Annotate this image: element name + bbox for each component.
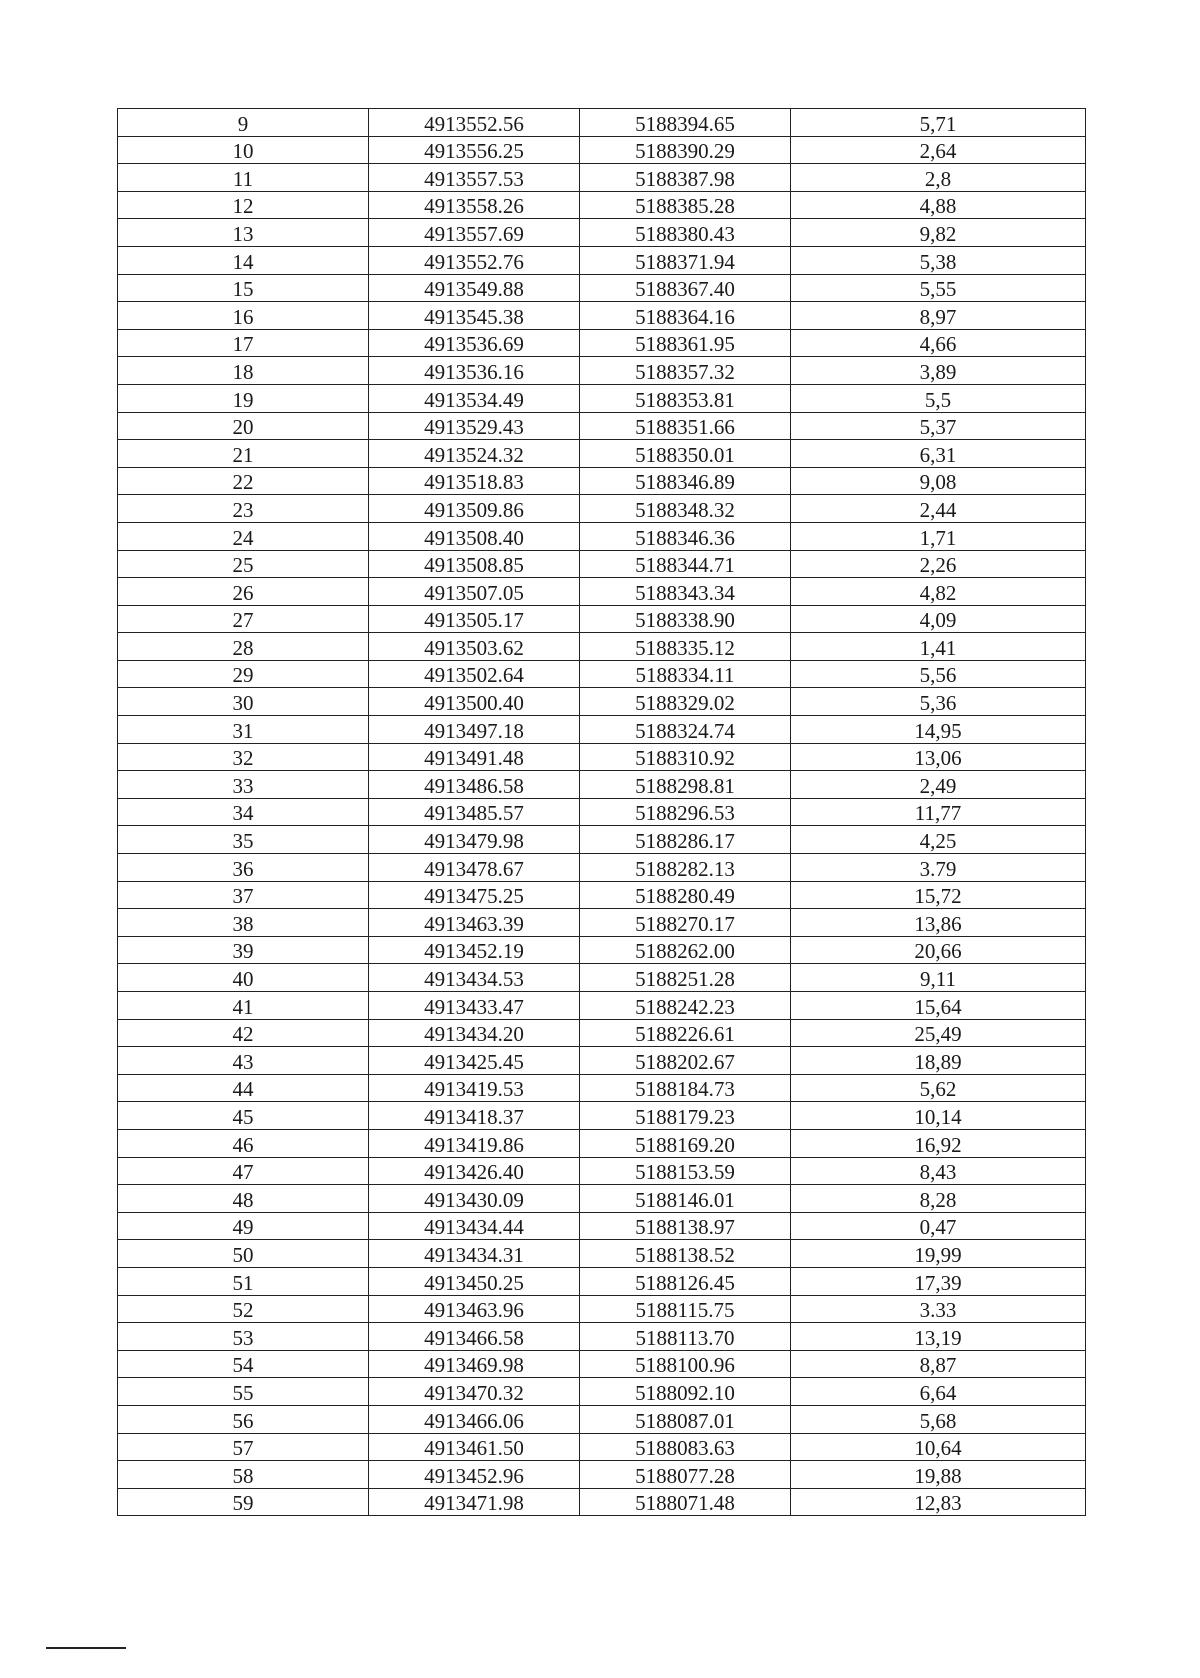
- point-number-cell: 30: [118, 688, 369, 716]
- x-coordinate-cell: 4913452.19: [369, 936, 580, 964]
- point-number-cell: 48: [118, 1185, 369, 1213]
- point-number-cell: 14: [118, 246, 369, 274]
- point-number-cell: 37: [118, 881, 369, 909]
- table-row: [118, 605, 1086, 633]
- x-coordinate-cell: 4913469.98: [369, 1350, 580, 1378]
- table-row: [118, 633, 1086, 661]
- x-coordinate-cell: 4913419.53: [369, 1074, 580, 1102]
- y-coordinate-cell: 5188298.81: [580, 771, 791, 799]
- segment-length-cell: 5,55: [791, 274, 1086, 302]
- table-row: [118, 357, 1086, 385]
- segment-length-cell: 4,88: [791, 191, 1086, 219]
- y-coordinate-cell: 5188242.23: [580, 992, 791, 1020]
- point-number-cell: 22: [118, 467, 369, 495]
- y-coordinate-cell: 5188153.59: [580, 1157, 791, 1185]
- point-number-cell: 17: [118, 329, 369, 357]
- y-coordinate-cell: 5188226.61: [580, 1019, 791, 1047]
- y-coordinate-cell: 5188280.49: [580, 881, 791, 909]
- table-row: [118, 1240, 1086, 1268]
- point-number-cell: 52: [118, 1295, 369, 1323]
- point-number-cell: 25: [118, 550, 369, 578]
- segment-length-cell: 13,06: [791, 743, 1086, 771]
- y-coordinate-cell: 5188087.01: [580, 1405, 791, 1433]
- point-number-cell: 47: [118, 1157, 369, 1185]
- table-row: [118, 992, 1086, 1020]
- y-coordinate-cell: 5188071.48: [580, 1488, 791, 1516]
- y-coordinate-cell: 5188286.17: [580, 826, 791, 854]
- point-number-cell: 28: [118, 633, 369, 661]
- table-row: [118, 964, 1086, 992]
- point-number-cell: 11: [118, 164, 369, 192]
- segment-length-cell: 3,89: [791, 357, 1086, 385]
- x-coordinate-cell: 4913466.06: [369, 1405, 580, 1433]
- x-coordinate-cell: 4913434.44: [369, 1212, 580, 1240]
- y-coordinate-cell: 5188350.01: [580, 440, 791, 468]
- y-coordinate-cell: 5188353.81: [580, 384, 791, 412]
- point-number-cell: 15: [118, 274, 369, 302]
- x-coordinate-cell: 4913419.86: [369, 1129, 580, 1157]
- x-coordinate-cell: 4913478.67: [369, 854, 580, 882]
- segment-length-cell: 8,97: [791, 302, 1086, 330]
- table-row: [118, 302, 1086, 330]
- point-number-cell: 35: [118, 826, 369, 854]
- table-row: [118, 1185, 1086, 1213]
- segment-length-cell: 4,66: [791, 329, 1086, 357]
- segment-length-cell: 5,71: [791, 109, 1086, 137]
- segment-length-cell: 4,09: [791, 605, 1086, 633]
- y-coordinate-cell: 5188334.11: [580, 660, 791, 688]
- y-coordinate-cell: 5188387.98: [580, 164, 791, 192]
- point-number-cell: 49: [118, 1212, 369, 1240]
- coordinates-table: [117, 108, 1086, 1516]
- table-row: [118, 1019, 1086, 1047]
- x-coordinate-cell: 4913426.40: [369, 1157, 580, 1185]
- y-coordinate-cell: 5188364.16: [580, 302, 791, 330]
- y-coordinate-cell: 5188202.67: [580, 1047, 791, 1075]
- table-row: [118, 384, 1086, 412]
- segment-length-cell: 3.33: [791, 1295, 1086, 1323]
- table-row: [118, 1074, 1086, 1102]
- x-coordinate-cell: 4913518.83: [369, 467, 580, 495]
- table-row: [118, 1323, 1086, 1351]
- y-coordinate-cell: 5188270.17: [580, 909, 791, 937]
- point-number-cell: 43: [118, 1047, 369, 1075]
- table-row: [118, 550, 1086, 578]
- table-row: [118, 1378, 1086, 1406]
- table-row: [118, 109, 1086, 137]
- point-number-cell: 59: [118, 1488, 369, 1516]
- x-coordinate-cell: 4913503.62: [369, 633, 580, 661]
- segment-length-cell: 17,39: [791, 1267, 1086, 1295]
- x-coordinate-cell: 4913556.25: [369, 136, 580, 164]
- x-coordinate-cell: 4913502.64: [369, 660, 580, 688]
- segment-length-cell: 4,25: [791, 826, 1086, 854]
- y-coordinate-cell: 5188179.23: [580, 1102, 791, 1130]
- segment-length-cell: 1,41: [791, 633, 1086, 661]
- point-number-cell: 33: [118, 771, 369, 799]
- y-coordinate-cell: 5188282.13: [580, 854, 791, 882]
- y-coordinate-cell: 5188310.92: [580, 743, 791, 771]
- table-row: [118, 1129, 1086, 1157]
- y-coordinate-cell: 5188092.10: [580, 1378, 791, 1406]
- y-coordinate-cell: 5188262.00: [580, 936, 791, 964]
- point-number-cell: 45: [118, 1102, 369, 1130]
- x-coordinate-cell: 4913524.32: [369, 440, 580, 468]
- x-coordinate-cell: 4913497.18: [369, 716, 580, 744]
- point-number-cell: 46: [118, 1129, 369, 1157]
- segment-length-cell: 2,26: [791, 550, 1086, 578]
- segment-length-cell: 8,43: [791, 1157, 1086, 1185]
- segment-length-cell: 2,44: [791, 495, 1086, 523]
- point-number-cell: 50: [118, 1240, 369, 1268]
- table-row: [118, 1267, 1086, 1295]
- table-row: [118, 191, 1086, 219]
- y-coordinate-cell: 5188346.89: [580, 467, 791, 495]
- x-coordinate-cell: 4913552.76: [369, 246, 580, 274]
- table-row: [118, 219, 1086, 247]
- y-coordinate-cell: 5188367.40: [580, 274, 791, 302]
- segment-length-cell: 14,95: [791, 716, 1086, 744]
- point-number-cell: 16: [118, 302, 369, 330]
- x-coordinate-cell: 4913434.31: [369, 1240, 580, 1268]
- x-coordinate-cell: 4913507.05: [369, 578, 580, 606]
- y-coordinate-cell: 5188146.01: [580, 1185, 791, 1213]
- point-number-cell: 32: [118, 743, 369, 771]
- y-coordinate-cell: 5188329.02: [580, 688, 791, 716]
- point-number-cell: 19: [118, 384, 369, 412]
- y-coordinate-cell: 5188251.28: [580, 964, 791, 992]
- segment-length-cell: 19,88: [791, 1461, 1086, 1489]
- segment-length-cell: 1,71: [791, 522, 1086, 550]
- x-coordinate-cell: 4913557.69: [369, 219, 580, 247]
- y-coordinate-cell: 5188385.28: [580, 191, 791, 219]
- segment-length-cell: 8,28: [791, 1185, 1086, 1213]
- point-number-cell: 39: [118, 936, 369, 964]
- segment-length-cell: 5,56: [791, 660, 1086, 688]
- segment-length-cell: 15,72: [791, 881, 1086, 909]
- segment-length-cell: 0,47: [791, 1212, 1086, 1240]
- point-number-cell: 29: [118, 660, 369, 688]
- y-coordinate-cell: 5188338.90: [580, 605, 791, 633]
- point-number-cell: 41: [118, 992, 369, 1020]
- point-number-cell: 13: [118, 219, 369, 247]
- x-coordinate-cell: 4913529.43: [369, 412, 580, 440]
- segment-length-cell: 20,66: [791, 936, 1086, 964]
- segment-length-cell: 6,31: [791, 440, 1086, 468]
- x-coordinate-cell: 4913479.98: [369, 826, 580, 854]
- segment-length-cell: 10,64: [791, 1433, 1086, 1461]
- point-number-cell: 55: [118, 1378, 369, 1406]
- table-row: [118, 329, 1086, 357]
- table-row: [118, 909, 1086, 937]
- y-coordinate-cell: 5188324.74: [580, 716, 791, 744]
- y-coordinate-cell: 5188346.36: [580, 522, 791, 550]
- segment-length-cell: 4,82: [791, 578, 1086, 606]
- segment-length-cell: 15,64: [791, 992, 1086, 1020]
- y-coordinate-cell: 5188100.96: [580, 1350, 791, 1378]
- y-coordinate-cell: 5188138.97: [580, 1212, 791, 1240]
- segment-length-cell: 9,08: [791, 467, 1086, 495]
- y-coordinate-cell: 5188296.53: [580, 798, 791, 826]
- segment-length-cell: 2,64: [791, 136, 1086, 164]
- table-row: [118, 1405, 1086, 1433]
- segment-length-cell: 13,86: [791, 909, 1086, 937]
- x-coordinate-cell: 4913452.96: [369, 1461, 580, 1489]
- segment-length-cell: 12,83: [791, 1488, 1086, 1516]
- table-row: [118, 467, 1086, 495]
- table-row: [118, 1488, 1086, 1516]
- table-row: [118, 412, 1086, 440]
- segment-length-cell: 9,11: [791, 964, 1086, 992]
- segment-length-cell: 18,89: [791, 1047, 1086, 1075]
- x-coordinate-cell: 4913500.40: [369, 688, 580, 716]
- table-row: [118, 826, 1086, 854]
- x-coordinate-cell: 4913508.85: [369, 550, 580, 578]
- point-number-cell: 10: [118, 136, 369, 164]
- table-row: [118, 1295, 1086, 1323]
- y-coordinate-cell: 5188348.32: [580, 495, 791, 523]
- segment-length-cell: 5,62: [791, 1074, 1086, 1102]
- y-coordinate-cell: 5188113.70: [580, 1323, 791, 1351]
- point-number-cell: 51: [118, 1267, 369, 1295]
- segment-length-cell: 5,37: [791, 412, 1086, 440]
- table-row: [118, 274, 1086, 302]
- table-row: [118, 578, 1086, 606]
- y-coordinate-cell: 5188351.66: [580, 412, 791, 440]
- x-coordinate-cell: 4913552.56: [369, 109, 580, 137]
- point-number-cell: 9: [118, 109, 369, 137]
- segment-length-cell: 9,82: [791, 219, 1086, 247]
- point-number-cell: 38: [118, 909, 369, 937]
- segment-length-cell: 13,19: [791, 1323, 1086, 1351]
- table-row: [118, 1433, 1086, 1461]
- footnote-rule: [46, 1647, 126, 1649]
- table-row: [118, 1461, 1086, 1489]
- point-number-cell: 58: [118, 1461, 369, 1489]
- y-coordinate-cell: 5188344.71: [580, 550, 791, 578]
- point-number-cell: 12: [118, 191, 369, 219]
- segment-length-cell: 8,87: [791, 1350, 1086, 1378]
- x-coordinate-cell: 4913491.48: [369, 743, 580, 771]
- table-row: [118, 1102, 1086, 1130]
- segment-length-cell: 5,38: [791, 246, 1086, 274]
- x-coordinate-cell: 4913505.17: [369, 605, 580, 633]
- y-coordinate-cell: 5188083.63: [580, 1433, 791, 1461]
- point-number-cell: 54: [118, 1350, 369, 1378]
- segment-length-cell: 25,49: [791, 1019, 1086, 1047]
- y-coordinate-cell: 5188380.43: [580, 219, 791, 247]
- x-coordinate-cell: 4913536.69: [369, 329, 580, 357]
- y-coordinate-cell: 5188138.52: [580, 1240, 791, 1268]
- point-number-cell: 57: [118, 1433, 369, 1461]
- table-row: [118, 881, 1086, 909]
- x-coordinate-cell: 4913461.50: [369, 1433, 580, 1461]
- y-coordinate-cell: 5188126.45: [580, 1267, 791, 1295]
- segment-length-cell: 10,14: [791, 1102, 1086, 1130]
- x-coordinate-cell: 4913558.26: [369, 191, 580, 219]
- y-coordinate-cell: 5188077.28: [580, 1461, 791, 1489]
- point-number-cell: 26: [118, 578, 369, 606]
- segment-length-cell: 2,49: [791, 771, 1086, 799]
- table-row: [118, 440, 1086, 468]
- table-row: [118, 1047, 1086, 1075]
- x-coordinate-cell: 4913509.86: [369, 495, 580, 523]
- y-coordinate-cell: 5188169.20: [580, 1129, 791, 1157]
- segment-length-cell: 3.79: [791, 854, 1086, 882]
- segment-length-cell: 11,77: [791, 798, 1086, 826]
- segment-length-cell: 5,5: [791, 384, 1086, 412]
- x-coordinate-cell: 4913549.88: [369, 274, 580, 302]
- point-number-cell: 21: [118, 440, 369, 468]
- segment-length-cell: 5,68: [791, 1405, 1086, 1433]
- x-coordinate-cell: 4913536.16: [369, 357, 580, 385]
- table-row: [118, 936, 1086, 964]
- table-row: [118, 1212, 1086, 1240]
- point-number-cell: 34: [118, 798, 369, 826]
- x-coordinate-cell: 4913425.45: [369, 1047, 580, 1075]
- x-coordinate-cell: 4913557.53: [369, 164, 580, 192]
- point-number-cell: 36: [118, 854, 369, 882]
- y-coordinate-cell: 5188343.34: [580, 578, 791, 606]
- x-coordinate-cell: 4913430.09: [369, 1185, 580, 1213]
- y-coordinate-cell: 5188361.95: [580, 329, 791, 357]
- table-row: [118, 854, 1086, 882]
- point-number-cell: 27: [118, 605, 369, 633]
- segment-length-cell: 19,99: [791, 1240, 1086, 1268]
- point-number-cell: 40: [118, 964, 369, 992]
- x-coordinate-cell: 4913463.96: [369, 1295, 580, 1323]
- x-coordinate-cell: 4913471.98: [369, 1488, 580, 1516]
- point-number-cell: 20: [118, 412, 369, 440]
- x-coordinate-cell: 4913433.47: [369, 992, 580, 1020]
- segment-length-cell: 2,8: [791, 164, 1086, 192]
- point-number-cell: 24: [118, 522, 369, 550]
- y-coordinate-cell: 5188390.29: [580, 136, 791, 164]
- x-coordinate-cell: 4913485.57: [369, 798, 580, 826]
- point-number-cell: 44: [118, 1074, 369, 1102]
- point-number-cell: 31: [118, 716, 369, 744]
- table-row: [118, 716, 1086, 744]
- x-coordinate-cell: 4913434.20: [369, 1019, 580, 1047]
- table-row: [118, 522, 1086, 550]
- table-row: [118, 246, 1086, 274]
- table-row: [118, 1157, 1086, 1185]
- y-coordinate-cell: 5188184.73: [580, 1074, 791, 1102]
- x-coordinate-cell: 4913434.53: [369, 964, 580, 992]
- table-row: [118, 798, 1086, 826]
- table-row: [118, 495, 1086, 523]
- y-coordinate-cell: 5188357.32: [580, 357, 791, 385]
- segment-length-cell: 16,92: [791, 1129, 1086, 1157]
- table-row: [118, 688, 1086, 716]
- coordinates-table-body: [118, 109, 1086, 1516]
- point-number-cell: 53: [118, 1323, 369, 1351]
- x-coordinate-cell: 4913534.49: [369, 384, 580, 412]
- x-coordinate-cell: 4913463.39: [369, 909, 580, 937]
- x-coordinate-cell: 4913545.38: [369, 302, 580, 330]
- y-coordinate-cell: 5188115.75: [580, 1295, 791, 1323]
- x-coordinate-cell: 4913470.32: [369, 1378, 580, 1406]
- point-number-cell: 18: [118, 357, 369, 385]
- x-coordinate-cell: 4913508.40: [369, 522, 580, 550]
- table-row: [118, 164, 1086, 192]
- x-coordinate-cell: 4913450.25: [369, 1267, 580, 1295]
- segment-length-cell: 5,36: [791, 688, 1086, 716]
- segment-length-cell: 6,64: [791, 1378, 1086, 1406]
- table-row: [118, 771, 1086, 799]
- y-coordinate-cell: 5188394.65: [580, 109, 791, 137]
- x-coordinate-cell: 4913486.58: [369, 771, 580, 799]
- x-coordinate-cell: 4913418.37: [369, 1102, 580, 1130]
- point-number-cell: 56: [118, 1405, 369, 1433]
- table-row: [118, 1350, 1086, 1378]
- point-number-cell: 42: [118, 1019, 369, 1047]
- y-coordinate-cell: 5188371.94: [580, 246, 791, 274]
- point-number-cell: 23: [118, 495, 369, 523]
- table-row: [118, 660, 1086, 688]
- table-row: [118, 136, 1086, 164]
- table-row: [118, 743, 1086, 771]
- x-coordinate-cell: 4913475.25: [369, 881, 580, 909]
- y-coordinate-cell: 5188335.12: [580, 633, 791, 661]
- x-coordinate-cell: 4913466.58: [369, 1323, 580, 1351]
